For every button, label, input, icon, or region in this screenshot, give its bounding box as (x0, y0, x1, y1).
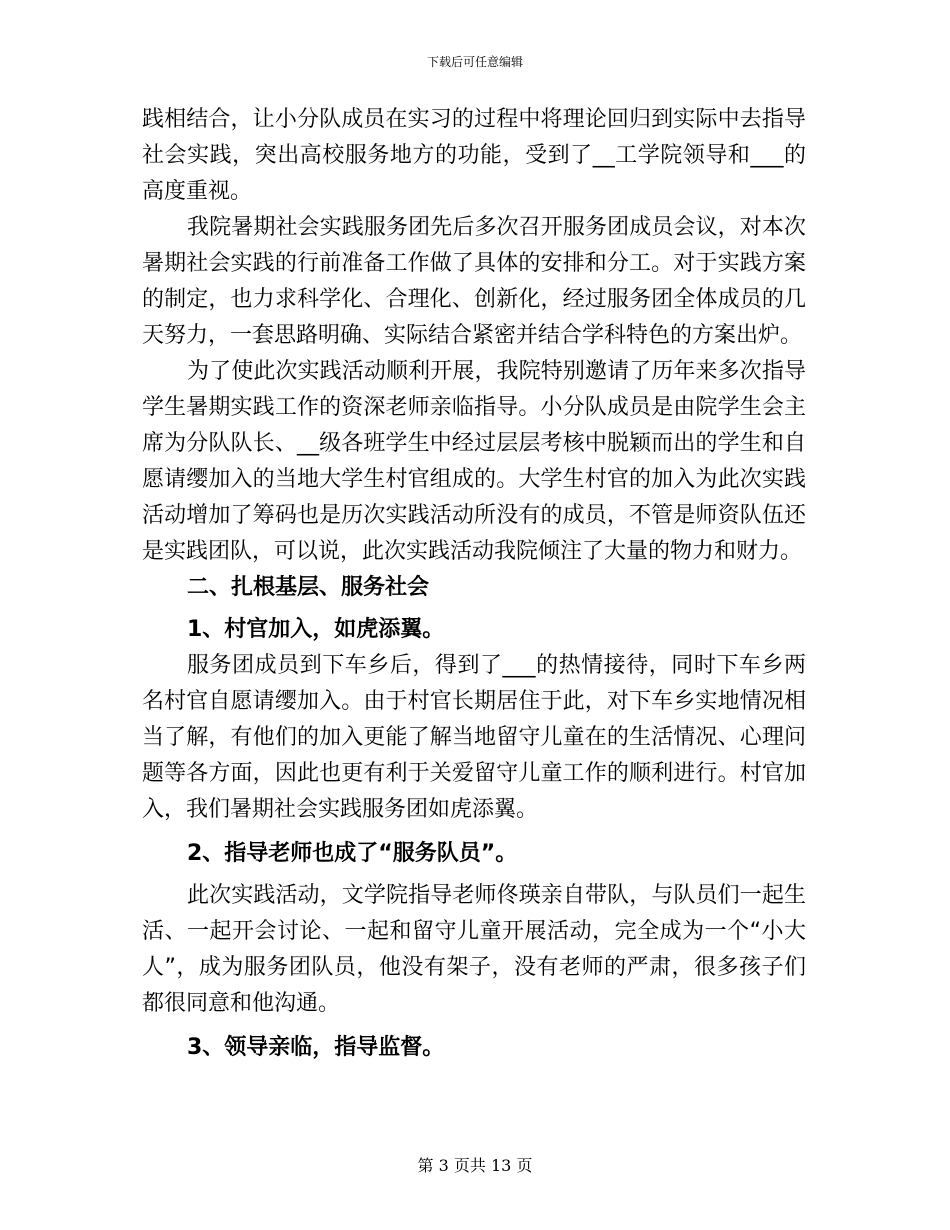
paragraph: 服务团成员到下车乡后，得到了___的热情接待，同时下车乡两名村官自愿请缨加入。由于村官长期居住于此，对下车乡实地情况相当了解，有他们的加入更能了解当地留守儿童在的生活情况、心理问题等各方面，因此也更有利于关爱留守儿童工作的顺利进行。村官加入，我们暑期社会实践服务团如虎添翼。 (142, 653, 806, 822)
paragraph-continuation: 践相结合，让小分队成员在实习的过程中将理论回归到实际中去指导社会实践，突出高校服务地方的功能，受到了__工学院领导和___的高度重视。 (142, 107, 806, 204)
subsection-heading: 1、村官加入，如虎添翼。 (187, 617, 445, 642)
paragraph: 为了使此次实践活动顺利开展，我院特别邀请了历年来多次指导学生暑期实践工作的资深老师亲临指导。小分队成员是由院学生会主席为分队队长、__级各班学生中经过层层考核中脱颖而出的学生和自愿请缨加入的当地大学生村官组成的。大学生村官的加入为此次实践活动增加了筹码也是历次实践活动所没有的成员，不管是师资队伍还是实践团队，可以说，此次实践活动我院倾注了大量的物力和财力。 (142, 359, 806, 564)
paragraph: 此次实践活动，文学院指导老师佟瑛亲自带队，与队员们一起生活、一起开会讨论、一起和留守儿童开展活动，完全成为一个“小大人”，成为服务团队员，他没有架子，没有老师的严肃，很多孩子们都很同意和他沟通。 (142, 883, 806, 1016)
subsection-heading: 2、指导老师也成了“服务队员”。 (187, 841, 518, 866)
paragraph: 我院暑期社会实践服务团先后多次召开服务团成员会议，对本次暑期社会实践的行前准备工作做了具体的安排和分工。对于实践方案的制定，也力求科学化、合理化、创新化，经过服务团全体成员的几天努力，一套思路明确、实际结合紧密并结合学科特色的方案出炉。 (142, 215, 806, 348)
page-header: 下载后可任意编辑 (426, 55, 523, 69)
document-body (142, 102, 806, 1066)
subsection-heading: 3、领导亲临，指导监督。 (187, 1035, 445, 1060)
section-heading: 二、扎根基层、服务社会 (187, 575, 430, 600)
page-footer: 第 3 页共 13 页 (417, 1156, 533, 1175)
